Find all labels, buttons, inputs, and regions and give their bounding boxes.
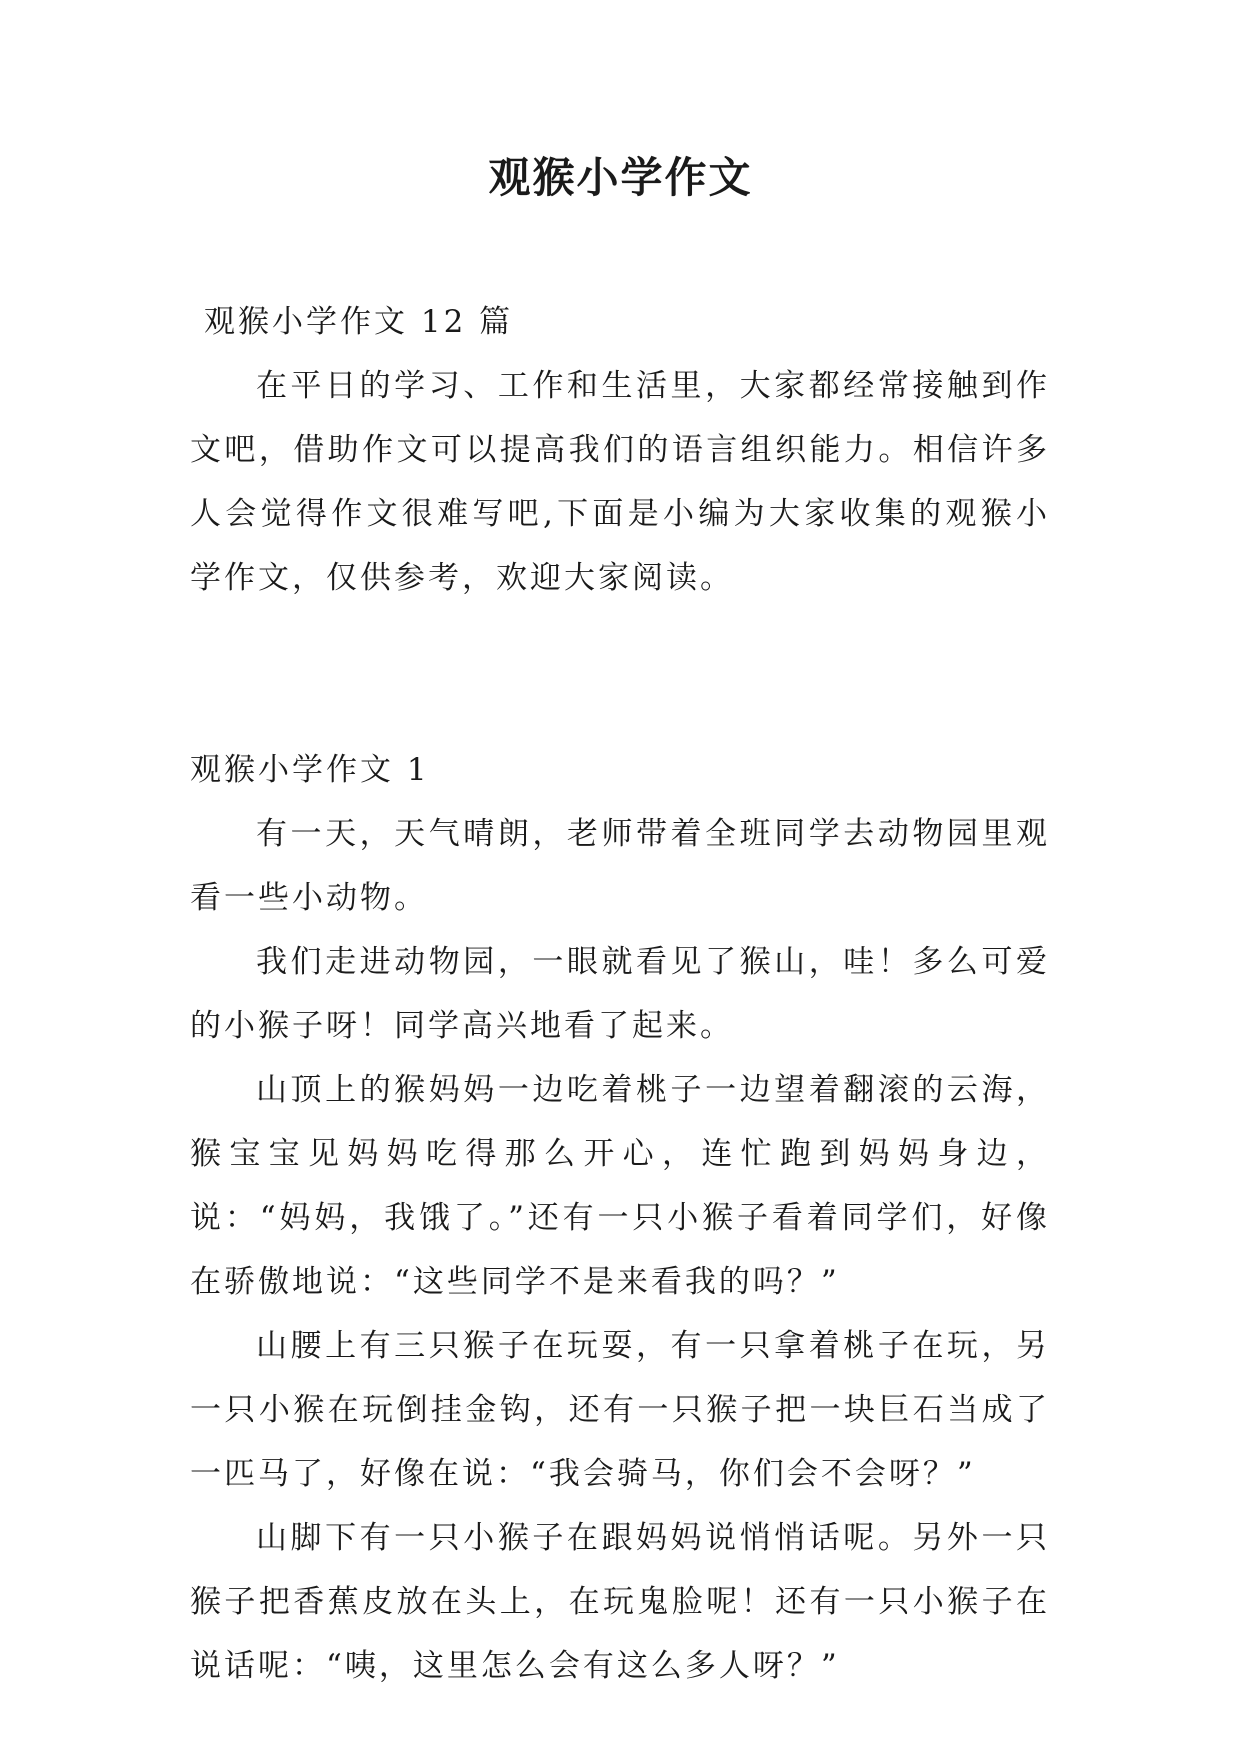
page-title: 观猴小学作文 <box>488 153 753 202</box>
body-paragraph: 我们走进动物园，一眼就看见了猴山，哇！多么可爱的小猴子呀！同学高兴地看了起来。 <box>190 944 1050 1044</box>
body-paragraph: 山脚下有一只小猴子在跟妈妈说悄悄话呢。另外一只猴子把香蕉皮放在头上，在玩鬼脸呢！还有一只小猴子在说话呢：“咦，这里怎么会有这么多人呀？” <box>190 1520 1050 1684</box>
collection-subtitle: 观猴小学作文 12 篇 <box>204 304 514 340</box>
section-spacer <box>190 610 1050 738</box>
section-heading: 观猴小学作文 1 <box>190 752 430 788</box>
document-body <box>190 290 1050 1698</box>
body-paragraph: 有一天，天气晴朗，老师带着全班同学去动物园里观看一些小动物。 <box>190 816 1050 916</box>
body-paragraph: 山顶上的猴妈妈一边吃着桃子一边望着翻滚的云海，猴宝宝见妈妈吃得那么开心，连忙跑到妈妈身边，说：“妈妈，我饿了。”还有一只小猴子看着同学们，好像在骄傲地说：“这些同学不是来看我的吗？” <box>190 1072 1050 1300</box>
body-paragraph: 山腰上有三只猴子在玩耍，有一只拿着桃子在玩，另一只小猴在玩倒挂金钩，还有一只猴子把一块巨石当成了一匹马了，好像在说：“我会骑马，你们会不会呀？” <box>190 1328 1050 1492</box>
intro-paragraph: 在平日的学习、工作和生活里，大家都经常接触到作文吧，借助作文可以提高我们的语言组织能力。相信许多人会觉得作文很难写吧,下面是小编为大家收集的观猴小学作文，仅供参考，欢迎大家阅读。 <box>190 368 1050 596</box>
